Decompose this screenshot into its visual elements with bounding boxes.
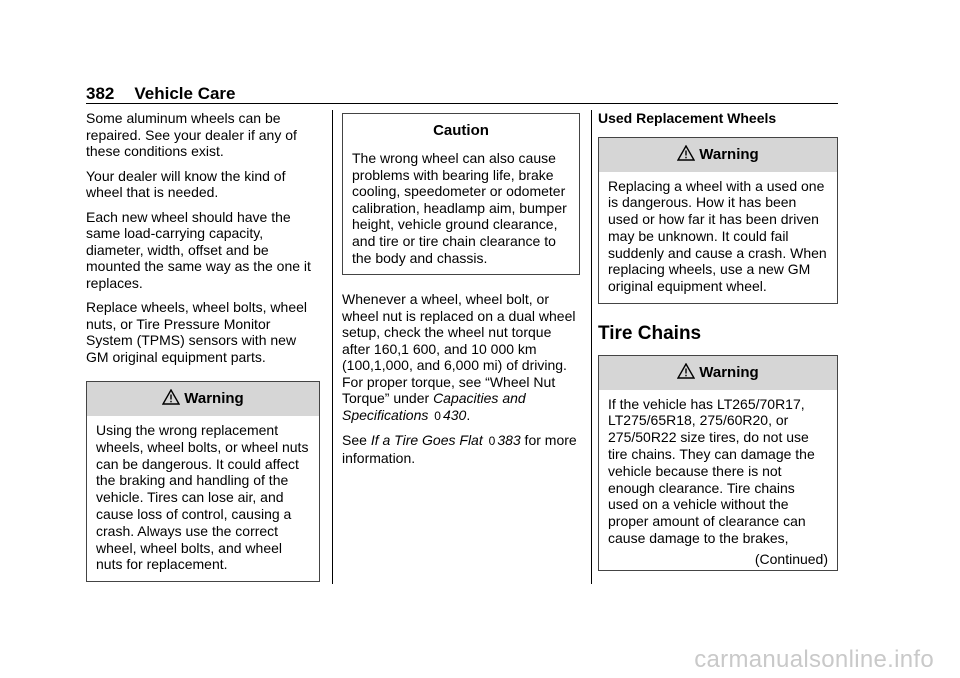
- paragraph: Each new wheel should have the same load-carrying capacity, diameter, width, offset and be mounted the same way as the one it replaces.: [86, 208, 311, 291]
- header-rule: [86, 103, 838, 104]
- subheading: Used Replacement Wheels: [598, 110, 777, 126]
- watermark: carmanualsonline.info: [694, 646, 934, 673]
- warning-title: Warning: [699, 145, 759, 163]
- page-header: [86, 84, 236, 104]
- paragraph: Whenever a wheel, wheel bolt, or wheel nut is replaced on a dual wheel setup, check the wheel nut torque after 160,1 600, and 10 000 km (100,1,000, and 6,000 mi) of driving. For proper torque, see “Wheel Nut Torque” under Capacities and Specifications 0 430.: [342, 291, 576, 423]
- warning-icon: [677, 145, 695, 161]
- page-number: 382: [86, 84, 115, 103]
- warning-box: [598, 355, 838, 571]
- column-divider-2: [591, 110, 592, 584]
- column-3: [598, 110, 838, 585]
- warning-header: [87, 382, 319, 416]
- warning-title: Warning: [699, 363, 759, 381]
- paragraph: Your dealer will know the kind of wheel that is needed.: [86, 167, 286, 200]
- warning-box: [598, 137, 838, 305]
- warning-text: Using the wrong replacement wheels, wheel bolts, or wheel nuts can be dangerous. It could affect the braking and handling of the vehicle. Tires can lose air, and cause loss of control, causing a crash. Always use the correct wheel, wheel bolts, and wheel nuts for replacement.: [96, 422, 309, 573]
- warning-title: Warning: [184, 390, 244, 407]
- paragraph: Some aluminum wheels can be repaired. See your dealer if any of these conditions exist.: [86, 110, 297, 159]
- caution-header: Caution: [433, 122, 489, 139]
- warning-header: [599, 356, 837, 390]
- warning-icon: [162, 389, 180, 405]
- continued-label: (Continued): [754, 550, 828, 567]
- warning-text: Replacing a wheel with a used one is dangerous. How it has been used or how far it has been driven may be unknown. It could fail suddenly and cause a crash. When replacing wheels, use a new GM original equipment wheel.: [608, 177, 827, 295]
- section-title: Tire Chains: [598, 323, 702, 345]
- page-ref-symbol: 0: [434, 408, 441, 423]
- column-divider-1: [332, 110, 333, 584]
- paragraph: Replace wheels, wheel bolts, wheel nuts, or Tire Pressure Monitor System (TPMS) sensors with new GM original equipment parts.: [86, 299, 308, 365]
- column-2: [342, 110, 580, 474]
- paragraph: See If a Tire Goes Flat 0 383 for more information.: [342, 432, 577, 466]
- page-link[interactable]: 430: [442, 406, 467, 423]
- cross-reference[interactable]: Capacities and Specifications: [342, 390, 526, 423]
- column-1: [86, 110, 320, 596]
- warning-box: [86, 381, 320, 582]
- page-link[interactable]: 383: [497, 432, 521, 449]
- warning-header: [599, 138, 837, 172]
- page-title: Vehicle Care: [134, 84, 236, 103]
- warning-icon: [677, 363, 695, 379]
- page-ref-symbol: 0: [488, 434, 496, 449]
- caution-box: [342, 113, 580, 275]
- caution-text: The wrong wheel can also cause problems with bearing life, brake cooling, speedometer or odometer calibration, headlamp aim, bumper height, vehicle ground clearance, and tire or tire chain clearance to the body and chassis.: [352, 150, 567, 266]
- warning-text: If the vehicle has LT265/70R17, LT275/65R18, 275/60R20, or 275/50R22 size tires, do not use tire chains. They can damage the vehicle because there is not enough clearance. Tire chains used on a vehicle without the proper amount of clearance can cause damage to the brakes,: [608, 395, 815, 546]
- cross-reference[interactable]: If a Tire Goes Flat: [370, 432, 483, 449]
